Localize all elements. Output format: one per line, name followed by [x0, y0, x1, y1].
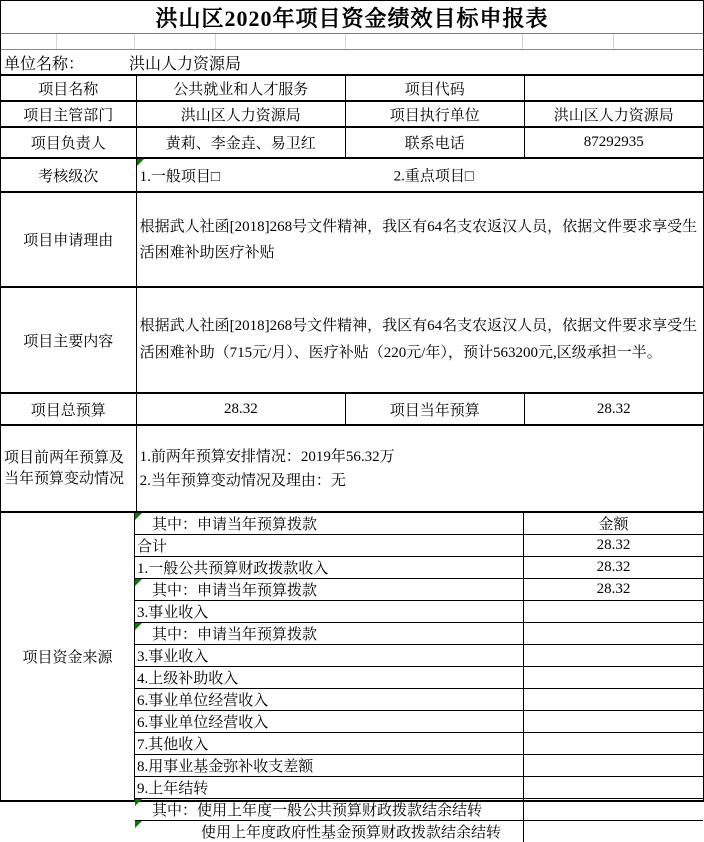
- funding-source-table: [135, 513, 703, 841]
- funding-item-cell[interactable]: [135, 821, 524, 842]
- main-content-text: 根据武人社函[2018]268号文件精神，我区有64名支农返汉人员，依据文件要求享受生活困难补助（715元/月）、医疗补贴（220元/年），预计563200元,区级承担一半。: [139, 318, 698, 361]
- funding-item-cell[interactable]: [135, 799, 524, 820]
- assessment-option-general[interactable]: 1.一般项目□: [139, 168, 220, 185]
- previous-budget-value[interactable]: [137, 426, 703, 511]
- funding-item-cell[interactable]: 合计: [135, 535, 524, 556]
- funding-item-cell[interactable]: 4.上级补助收入: [135, 667, 524, 688]
- current-year-budget-value[interactable]: 28.32: [596, 400, 631, 417]
- funding-header-item-text: 其中：申请当年预算拨款: [152, 517, 318, 533]
- funding-amount-cell[interactable]: 28.32: [596, 559, 631, 575]
- funding-amount-cell[interactable]: [524, 623, 703, 644]
- funding-row: [135, 777, 703, 799]
- funding-header-amount-cell: 金额: [598, 517, 629, 533]
- responsible-person-value[interactable]: 黄莉、李金垚、易卫红: [137, 128, 346, 157]
- funding-header-row: [135, 513, 703, 535]
- funding-item-cell[interactable]: 7.其他收入: [135, 733, 524, 754]
- grid-cell: [216, 34, 346, 49]
- total-budget-label: 项目总预算: [1, 394, 137, 424]
- total-budget-value[interactable]: 28.32: [137, 394, 346, 424]
- funding-item-text: 使用上年度政府性基金预算财政拨款结余结转: [201, 825, 502, 841]
- application-reason-row: [1, 193, 703, 288]
- responsible-person-row: [1, 128, 703, 159]
- previous-budget-label: [1, 426, 137, 511]
- funding-row: [135, 579, 703, 601]
- previous-budget-line1: 1.前两年预算安排情况：2019年56.32万: [139, 448, 395, 465]
- error-indicator-icon: [135, 513, 142, 520]
- project-name-row: [1, 76, 703, 102]
- unit-name-label: 单位名称：: [4, 55, 85, 73]
- department-row: [1, 102, 703, 128]
- grid-cell: [614, 34, 703, 49]
- budget-row: [1, 394, 703, 426]
- funding-amount-cell[interactable]: 28.32: [596, 581, 631, 597]
- funding-row: [135, 733, 703, 755]
- funding-amount-cell[interactable]: [524, 601, 703, 622]
- unit-name-value[interactable]: 洪山人力资源局: [129, 55, 242, 73]
- funding-amount-cell[interactable]: [524, 755, 703, 776]
- funding-row: [135, 755, 703, 777]
- funding-row-total: [135, 535, 703, 557]
- funding-item-cell[interactable]: 9.上年结转: [135, 777, 524, 798]
- project-name-label: 项目名称: [1, 76, 137, 100]
- funding-amount-cell[interactable]: [524, 821, 703, 842]
- error-indicator-icon: [137, 159, 144, 166]
- funding-item-cell[interactable]: 1.一般公共预算财政拨款收入: [135, 557, 524, 578]
- funding-amount-cell[interactable]: [524, 667, 703, 688]
- funding-amount-cell[interactable]: [524, 777, 703, 798]
- funding-row: [135, 799, 703, 821]
- funding-item-cell[interactable]: 8.用事业基金弥补收支差额: [135, 755, 524, 776]
- funding-amount-cell[interactable]: [524, 799, 703, 820]
- assessment-options-cell: [137, 159, 703, 191]
- spreadsheet-grid-row: [1, 34, 703, 50]
- main-content-value[interactable]: [137, 288, 703, 392]
- funding-item-cell[interactable]: [135, 579, 524, 600]
- funding-row: [135, 667, 703, 689]
- funding-row: [135, 623, 703, 645]
- funding-item-text: 其中：申请当年预算拨款: [152, 583, 318, 599]
- supervising-dept-label: 项目主管部门: [1, 102, 137, 126]
- application-reason-text: 根据武人社函[2018]268号文件精神，我区有64名支农返汉人员，依据文件要求享受生活困难补助医疗补贴: [139, 218, 698, 261]
- funding-row: [135, 557, 703, 579]
- grid-cell: [57, 34, 135, 49]
- error-indicator-icon: [135, 623, 142, 630]
- grid-cell: [523, 34, 615, 49]
- funding-item-cell[interactable]: 6.事业单位经营收入: [135, 711, 524, 732]
- funding-source-section: [1, 513, 703, 841]
- funding-amount-cell[interactable]: 28.32: [596, 537, 631, 553]
- main-content-label: 项目主要内容: [1, 288, 137, 392]
- project-name-value[interactable]: 公共就业和人才服务: [137, 76, 346, 100]
- error-indicator-icon: [135, 821, 142, 828]
- funding-row: [135, 601, 703, 623]
- grid-cell: [346, 34, 523, 49]
- funding-amount-cell[interactable]: [524, 733, 703, 754]
- previous-budget-line2: 2.当年预算变动情况及理由：无: [139, 472, 346, 489]
- funding-item-cell[interactable]: [135, 623, 524, 644]
- previous-budget-row: [1, 426, 703, 513]
- funding-source-label: 项目资金来源: [1, 513, 135, 800]
- form-title: 洪山区2020年项目资金绩效目标申报表: [1, 0, 703, 34]
- funding-amount-cell[interactable]: [524, 711, 703, 732]
- grid-cell: [135, 34, 217, 49]
- error-indicator-icon: [135, 579, 142, 586]
- application-reason-label: 项目申请理由: [1, 193, 137, 286]
- funding-amount-cell[interactable]: [524, 689, 703, 710]
- error-indicator-icon: [135, 799, 142, 806]
- contact-phone-label: 联系电话: [346, 128, 524, 157]
- supervising-dept-value[interactable]: 洪山区人力资源局: [137, 102, 346, 126]
- funding-item-text: 其中：使用上年度一般公共预算财政拨款结余结转: [152, 803, 483, 819]
- previous-budget-label-text: 项目前两年预算及当年预算变动情况: [4, 449, 125, 487]
- assessment-option-key[interactable]: 2.重点项目□: [393, 168, 474, 185]
- application-reason-value[interactable]: [137, 193, 703, 286]
- funding-row: [135, 821, 703, 842]
- funding-row: [135, 711, 703, 733]
- funding-header-item-cell: [135, 513, 524, 534]
- funding-item-text: 其中：申请当年预算拨款: [152, 627, 318, 643]
- responsible-person-label: 项目负责人: [1, 128, 137, 157]
- unit-name-row: [1, 50, 703, 76]
- main-content-row: [1, 288, 703, 394]
- funding-row: [135, 689, 703, 711]
- previous-budget-lines: [137, 445, 703, 493]
- executing-unit-label: 项目执行单位: [346, 102, 524, 126]
- funding-item-cell[interactable]: 3.事业收入: [135, 645, 524, 666]
- contact-phone-value[interactable]: 87292935: [583, 134, 644, 150]
- current-year-budget-label: 项目当年预算: [346, 394, 524, 424]
- funding-item-cell[interactable]: 3.事业收入: [135, 601, 524, 622]
- executing-unit-value[interactable]: 洪山区人力资源局: [553, 107, 674, 124]
- funding-row: [135, 645, 703, 667]
- assessment-level-label: 考核级次: [1, 159, 137, 191]
- funding-item-cell[interactable]: 6.事业单位经营收入: [135, 689, 524, 710]
- assessment-level-row: [1, 159, 703, 193]
- funding-amount-cell[interactable]: [524, 645, 703, 666]
- project-code-label: 项目代码: [346, 76, 524, 100]
- grid-cell: [1, 34, 57, 49]
- project-code-value[interactable]: [525, 76, 703, 100]
